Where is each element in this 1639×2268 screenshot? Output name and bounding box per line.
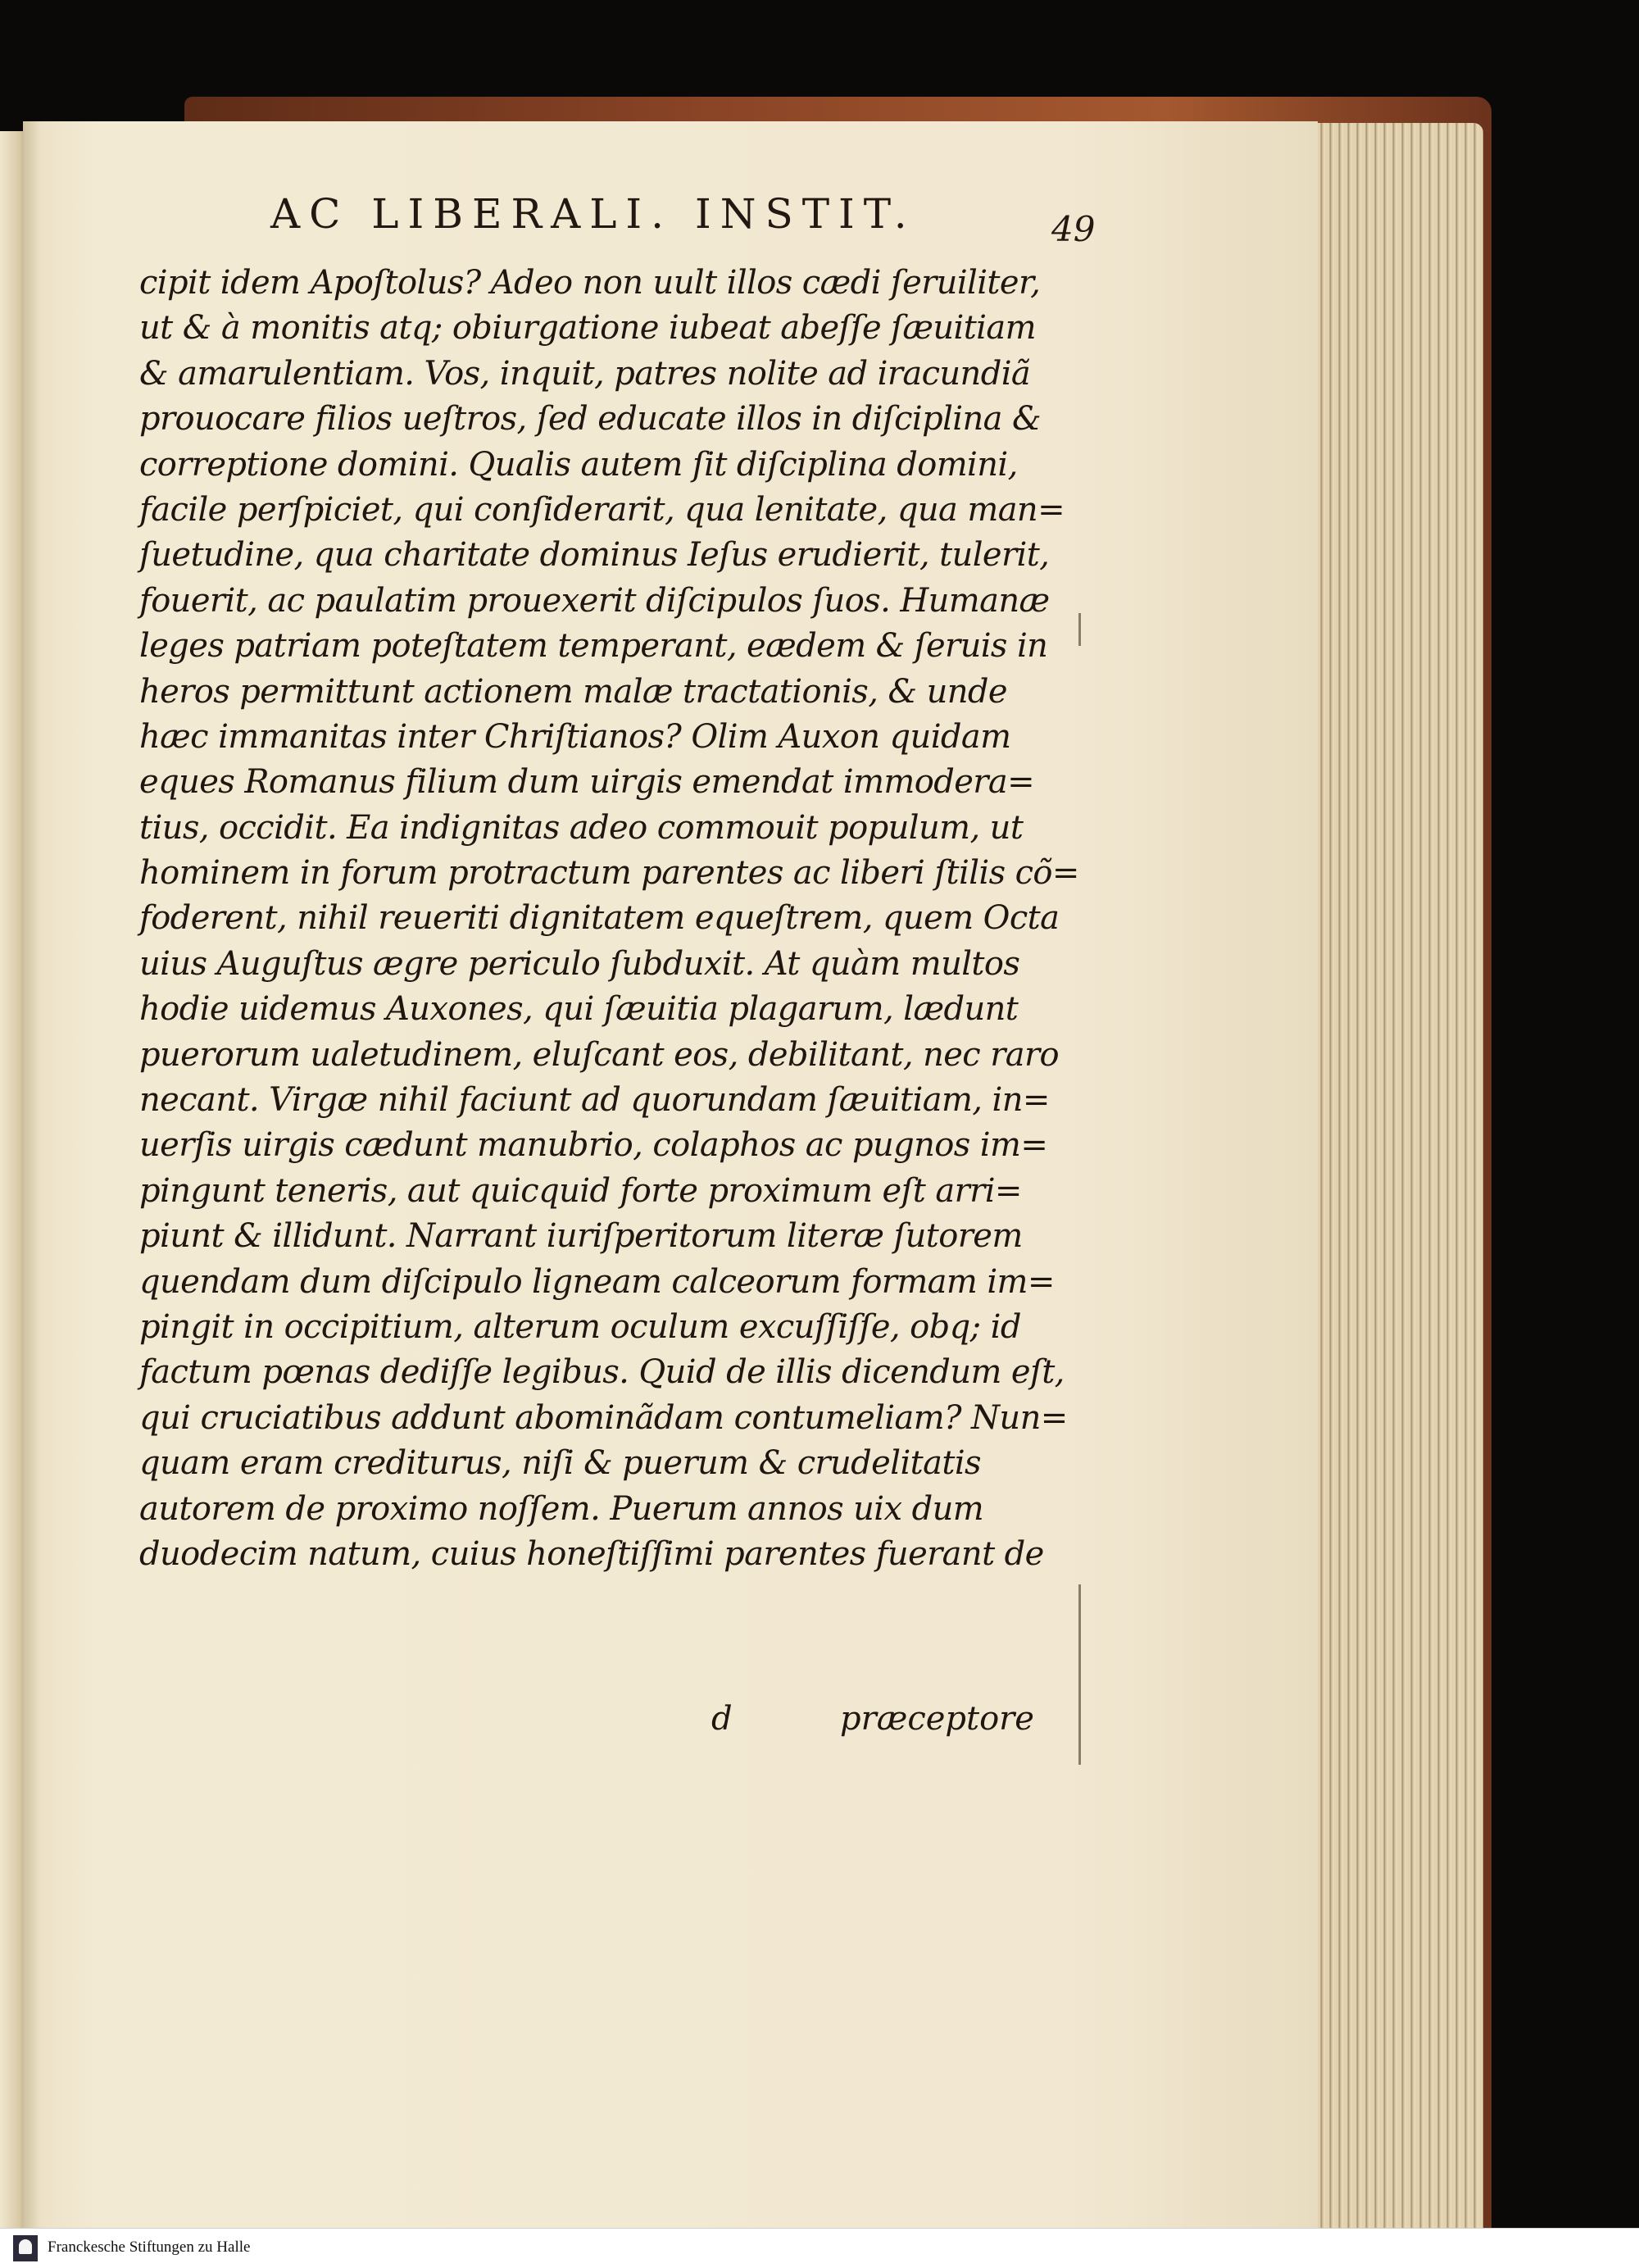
text-line: piunt & illidunt. Narrant iuriſperitorum literæ ſutorem (139, 1217, 1023, 1256)
text-line: foderent, nihil reueriti dignitatem equeſtrem, quem Octa (139, 899, 1060, 938)
text-line: ſuetudine, qua charitate dominus Ieſus erudierit, tulerit, (139, 536, 1050, 575)
text-line: pingunt teneris, aut quicquid forte proximum eſt arri= (139, 1171, 1022, 1210)
text-line: prouocare filios ueſtros, ſed educate illos in diſciplina & (139, 400, 1042, 439)
page-edges (1307, 123, 1483, 2228)
text-line: pingit in occipitium, alterum oculum excuſſiſſe, obq; id (139, 1307, 1021, 1346)
text-line: heros permittunt actionem malæ tractationis, & unde (139, 672, 1007, 711)
text-line: cipit idem Apoſtolus? Adeo non uult illos cædi ſeruiliter, (139, 264, 1041, 302)
margin-mark (1078, 1584, 1081, 1765)
text-line: tius, occidit. Ea indignitas adeo commouit populum, ut (139, 808, 1024, 847)
signature-mark: d (711, 1700, 733, 1738)
institution-credit: Franckesche Stiftungen zu Halle (48, 2238, 251, 2256)
text-line: factum pœnas dediſſe legibus. Quid de illis dicendum eſt, (139, 1353, 1065, 1392)
foundation-logo-icon (13, 2235, 38, 2261)
running-head: AC LIBERALI. INSTIT. (270, 190, 916, 238)
text-line: autorem de proximo noſſem. Puerum annos uix dum (139, 1489, 984, 1528)
text-line: ut & à monitis atq; obiurgatione iubeat abeſſe ſæuitiam (139, 309, 1036, 348)
page-number: 49 (1051, 209, 1096, 249)
catchword: præceptore (840, 1700, 1034, 1738)
text-line: uerſis uirgis cædunt manubrio, colaphos ac pugnos im= (139, 1126, 1048, 1165)
text-line: & amarulentiam. Vos, inquit, patres nolite ad iracundiã (139, 354, 1031, 393)
text-line: qui cruciatibus addunt abominãdam contumeliam? Nun= (139, 1398, 1068, 1437)
text-line: fouerit, ac paulatim prouexerit diſcipulos ſuos. Humanæ (139, 581, 1050, 620)
text-line: hodie uidemus Auxones, qui ſæuitia plagarum, lædunt (139, 990, 1019, 1029)
text-line: quendam dum diſcipulo ligneam calceorum formam im= (139, 1262, 1055, 1301)
text-line: quam eram crediturus, niſi & puerum & crudelitatis (139, 1444, 981, 1483)
text-line: eques Romanus filium dum uirgis emendat immodera= (139, 763, 1034, 802)
text-line: correptione domini. Qualis autem ſit diſciplina domini, (139, 445, 1018, 484)
footer-bar (0, 2228, 1639, 2268)
text-line: hominem in forum protractum parentes ac liberi ſtilis cõ= (139, 854, 1079, 893)
body-text (139, 261, 1079, 1577)
text-line: leges patriam poteſtatem temperant, eædem & ſeruis in (139, 627, 1048, 666)
text-line: necant. Virgæ nihil faciunt ad quorundam ſæuitiam, in= (139, 1081, 1050, 1120)
text-line: duodecim natum, cuius honeſtiſſimi parentes fuerant de (139, 1534, 1044, 1573)
logo-emblem (19, 2239, 32, 2254)
text-line: puerorum ualetudinem, eluſcant eos, debilitant, nec raro (139, 1035, 1059, 1074)
text-line: uius Auguſtus ægre periculo ſubduxit. At quàm multos (139, 944, 1020, 983)
text-line: facile perſpiciet, qui conſiderarit, qua lenitate, qua man= (139, 490, 1065, 529)
margin-mark (1078, 613, 1081, 646)
text-line: hæc immanitas inter Chriſtianos? Olim Auxon quidam (139, 717, 1011, 756)
